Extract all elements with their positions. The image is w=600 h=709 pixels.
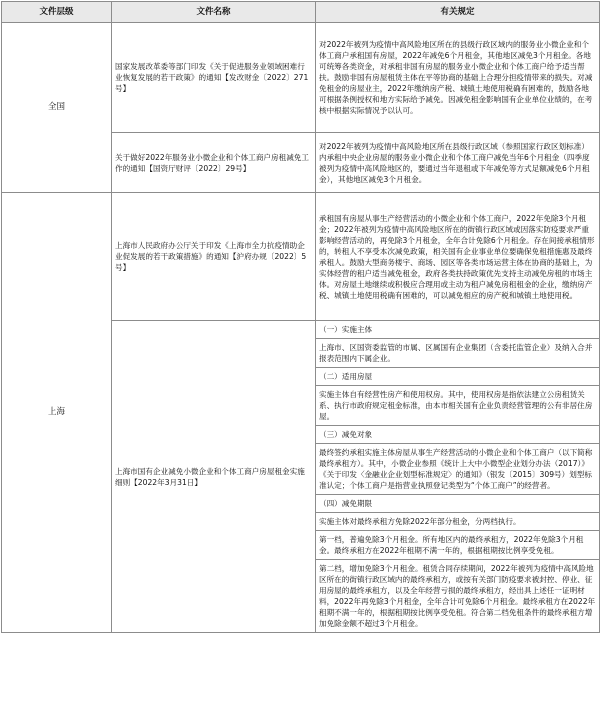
policy-table bbox=[1, 1, 600, 633]
document-name-cell: 关于做好2022年服务业小微企业和个体工商户房租减免工作的通知【国资厅财评〔2022〕29号】 bbox=[112, 133, 316, 193]
provision-cell-sections bbox=[316, 321, 600, 633]
section-title: （一）实施主体 bbox=[319, 325, 373, 334]
document-name-cell: 国家发展改革委等部门印发《关于促进服务业领域困难行业恢复发展的若干政策》的通知【发改财金〔2022〕271号】 bbox=[112, 23, 316, 133]
header-provisions: 有关规定 bbox=[316, 2, 600, 23]
document-name-cell: 上海市人民政府办公厅关于印发《上海市全力抗疫情助企业促发展的若干政策措施》的通知【沪府办规〔2022〕5号】 bbox=[112, 193, 316, 321]
table-header-row bbox=[2, 2, 600, 23]
section-text: 最终签约承租实施主体房屋从事生产经营活动的小微企业和个体工商户（以下简称最终承租方）。其中，小微企业参照《统计上大中小微型企业划分办法（2017）》《关于印发〈金融业企业划型标准规定〉的通知》（银发〔2015〕309号）划型标准认定；个体工商户是指营业执照登记类型为“个体工商户”的经营者。 bbox=[316, 443, 599, 494]
provision-cell: 对2022年被列为疫情中高风险地区所在的县级行政区域内的服务业小微企业和个体工商户承租国有房屋，2022年减免6个月租金，其他地区减免3个月租金。各地可统筹各类资金，对承租非国有房屋的服务业小微企业和个体工商户给予适当帮扶。鼓励非国有房屋租赁主体在平等协商的基础上合理分担疫情带来的损失。对减免租金的房屋业主，2022年缴纳房产税、城镇土地使用税确有困难的，鼓励各地可根据条例授权和地方实际给予减免。因减免租金影响国有企业单位业绩的，在考核中根据实际情况予以认可。 bbox=[316, 23, 600, 133]
provision-cell: 承租国有房屋从事生产经营活动的小微企业和个体工商户，2022年免除3个月租金；2022年被列为疫情中高风险地区所在的街镇行政区域或因落实防疫要求严重影响经营活动的，再免除3个月租金，全年合计免除6个月租金。存在间接承租情形的，转租人不享受本次减免政策，相关国有企业事业单位要确保免租措施惠及最终承租人。鼓励大型商务楼宇、商场、园区等各类市场运营主体在协商的基础上，为实体经营的租户适当减免租金，政府各类扶持政策优先支持主动减免房租的市场主体。对房屋土地继续或积极应合理用或主动为租户减免房租租金的企业，缴纳房产税、城镇土地使用税确有困难的，可以减免相应的房产税和城镇土地使用税。 bbox=[316, 193, 600, 321]
section-title: （二）适用房屋 bbox=[316, 367, 599, 385]
section-text: 实施主体对最终承租方免除2022年部分租金，分两档执行。 bbox=[316, 512, 599, 530]
section-title: （四）减免期限 bbox=[316, 494, 599, 512]
header-name: 文件名称 bbox=[112, 2, 316, 23]
table-row bbox=[2, 193, 600, 321]
section-title: （三）减免对象 bbox=[316, 425, 599, 443]
tier-one-text: 第一档，普遍免除3个月租金。所有地区内的最终承租方，2022年免除3个月租金。最终承租方在2022年租期不满一年的，根据租期按比例享受免租。 bbox=[316, 530, 599, 559]
header-level: 文件层级 bbox=[2, 2, 112, 23]
provision-cell: 对2022年被列为疫情中高风险地区所在县级行政区域（参照国家行政区划标准）内承租中央企业房屋的服务业小微企业和个体工商户减免当年6个月租金（四季度被列为疫情中高风险地区的，要通过当年退租或下年减免等方式足额减免6个月租金），其他地区减免3个月租金。 bbox=[316, 133, 600, 193]
table-row bbox=[2, 23, 600, 133]
tier-two-text: 第二档，增加免除3个月租金。租赁合同存续期间，2022年被列为疫情中高风险地区所在的街镇行政区域内的最终承租方，或按有关部门防疫要求被封控、停业、征用房屋的最终承租方，以及全年经营亏损的最终承租方，经出具上述任一证明材料，2022年再免除3个月租金，全年合计可免除6个月租金。最终承租方在2022年租期不满一年的，根据租期按比例享受免租。符合第二档免租条件的最终承租方增加免除金额不超过3个月租金。 bbox=[316, 559, 599, 632]
level-cell-shanghai: 上海 bbox=[2, 193, 112, 633]
section-text: 上海市、区国资委监管的市属、区属国有企业集团（含委托监管企业）及纳入合并报表范围内下属企业。 bbox=[316, 338, 599, 367]
level-cell-national: 全国 bbox=[2, 23, 112, 193]
document-name-cell: 上海市国有企业减免小微企业和个体工商户房屋租金实施细则【2022年3月31日】 bbox=[112, 321, 316, 633]
section-text: 实施主体自有经营性房产和使用权房。其中，使用权房是指依法建立公房租赁关系、执行市政府规定租金标准，由本市相关国有企业负责经营管理的公有非居住房屋。 bbox=[316, 385, 599, 425]
